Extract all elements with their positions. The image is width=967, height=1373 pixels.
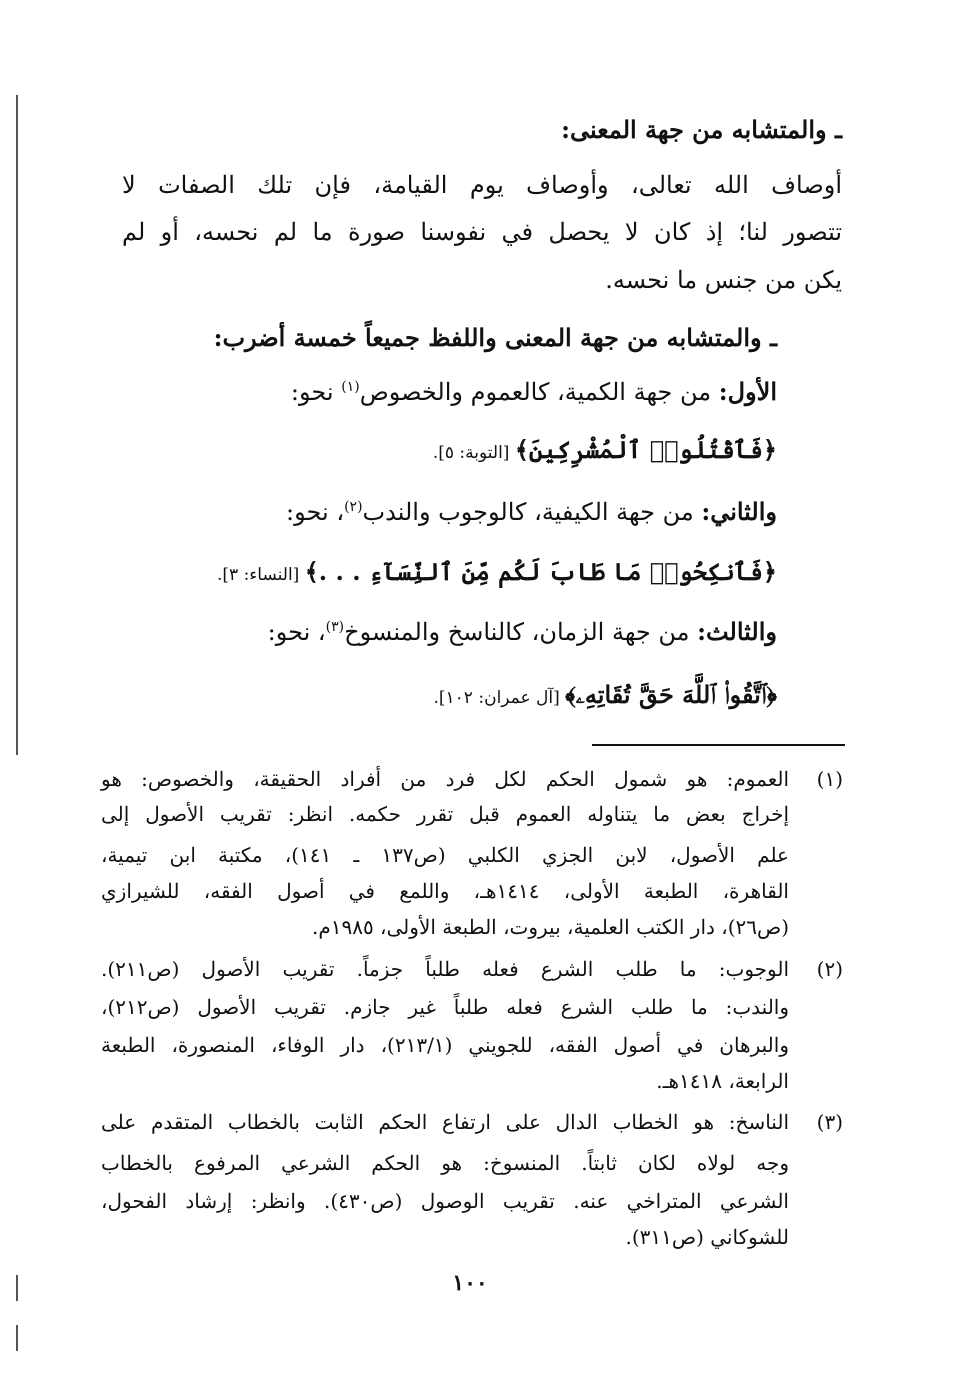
quran-verse [217, 552, 777, 595]
paragraph-line: يكن من جنس ما نحسه. [605, 266, 842, 294]
verse-text: ﴿فَٱنكِحُوا۟ مَا طَابَ لَكُم مِّنَ ٱلنِّسَآءِ . . .﴾ [304, 557, 777, 586]
item-after: ، نحو: [286, 498, 345, 526]
footnote-line: الرابعة، ١٤١٨هـ. [656, 1069, 789, 1093]
footnote-number: (١) [816, 767, 843, 791]
section-heading: ـ والمتشابه من جهة المعنى: [561, 115, 842, 144]
paragraph-line: أوصاف الله تعالى، وأوصاف يوم القيامة، فإن تلك الصفات لا [122, 171, 842, 199]
footnote-line: إخراج بعض ما يتناوله العموم قبل تقرر حكمه. انظر: تقريب الأصول إلى [101, 802, 789, 826]
list-item [286, 492, 777, 532]
footnote-number: (٢) [816, 957, 843, 981]
item-text: من جهة الكمية، كالعموم والخصوص [359, 378, 719, 406]
footnote-line: علم الأصول، لابن الجزي الكلبي (ص١٣٧ ـ ١٤١)، مكتبة ابن تيمية، [101, 843, 789, 867]
item-text: من جهة الزمان، كالناسخ والمنسوخ [344, 618, 698, 646]
item-label: والثالث: [697, 617, 777, 646]
footnote-ref[interactable]: (٢) [344, 499, 363, 515]
footnote-line: القاهرة، الطبعة الأولى، ١٤١٤هـ، واللمع في أصول الفقه، للشيرازي [101, 879, 789, 903]
footnote-line: للشوكاني (ص٣١١). [625, 1225, 789, 1249]
page-number: ١٠٠ [452, 1270, 488, 1296]
section-heading: ـ والمتشابه من جهة المعنى واللفظ جميعاً خمسة أضرب: [213, 323, 777, 352]
footnote-line: (ص٢٦)، دار الكتب العلمية، بيروت، الطبعة الأولى، ١٩٨٥م. [311, 915, 789, 939]
list-item [268, 612, 777, 652]
footnote-number: (٣) [816, 1110, 843, 1134]
footnote-line: والندب: ما طلب الشرع فعله طلباً غير جازم. تقريب الأصول (ص٢١٢)، [101, 995, 789, 1019]
quran-verse [433, 430, 777, 473]
verse-text: ﴿ٱتَّقُوا۟ ٱللَّهَ حَقَّ تُقَاتِهِۦ﴾ [565, 680, 777, 709]
item-label: والثاني: [701, 497, 777, 526]
paragraph-line: تتصور لنا؛ إذ كان لا يحصل في نفوسنا صورة ما لم نحسه، أو لم [122, 218, 842, 246]
item-after: نحو: [290, 378, 342, 406]
footnote-line: الناسخ: هو الخطاب الدال على ارتفاع الحكم الثابت بالخطاب المتقدم على [101, 1110, 789, 1134]
verse-text: ﴿فَٱقْتُلُوا۟ ٱلْمُشْرِكِينَ﴾ [514, 435, 777, 464]
quran-verse [434, 675, 778, 718]
item-text: من جهة الكيفية، كالوجوب والندب [362, 498, 702, 526]
footnote-line: العموم: هو شمول الحكم لكل فرد من أفراد الحقيقة، والخصوص: هو [101, 767, 789, 791]
footnote-separator [592, 744, 845, 746]
verse-reference: [النساء: ٣]. [216, 565, 305, 585]
item-after: ، نحو: [267, 618, 326, 646]
item-label: الأول: [718, 377, 777, 406]
footnote-ref[interactable]: (٣) [325, 619, 345, 635]
footnote-ref[interactable]: (١) [341, 379, 360, 395]
verse-reference: [آل عمران: ١٠٢]. [433, 688, 566, 708]
footnote-line: الوجوب: ما طلب الشرع فعله طلباً جزماً. تقريب الأصول (ص٢١١). [101, 957, 789, 981]
list-item [291, 372, 777, 412]
footnote-line: والبرهان في أصول الفقه، للجويني (٢١٣/١)، دار الوفاء، المنصورة، الطبعة [101, 1033, 789, 1057]
footnote-line: الشرعي المتراخي عنه. تقريب الوصول (ص٤٣٠). وانظر: إرشاد الفحول، [101, 1189, 789, 1213]
footnote-line: وجه لولاه لكان ثابتاً. المنسوخ: هو الحكم الشرعي المرفوع بالخطاب [101, 1151, 789, 1175]
verse-reference: [التوبة: ٥]. [432, 443, 515, 463]
